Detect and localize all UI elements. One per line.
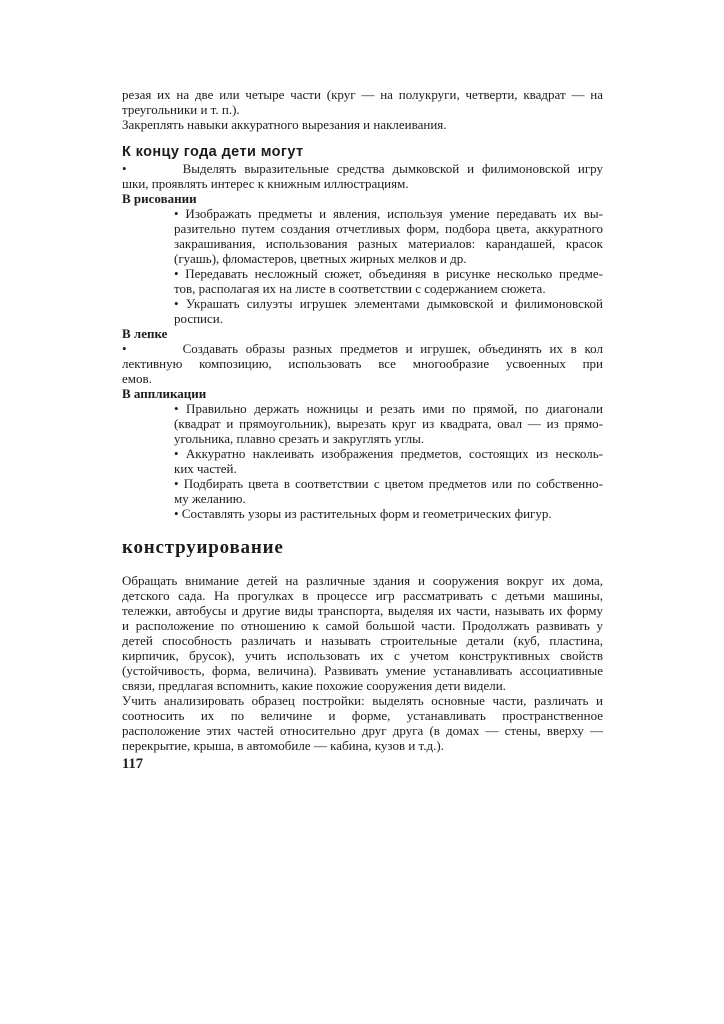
- text-line: угольника, плавно срезать и закруглять углы.: [174, 431, 425, 446]
- text-line: • Выделять выразительные средства дымковской и филимоновской игру: [122, 161, 603, 176]
- subheading-applique: В аппликации: [122, 386, 207, 401]
- text-line: связи, предлагая вспомнить, какие похожие сооружения дети видели.: [122, 678, 506, 693]
- text-line: • Аккуратно наклеивать изображения предметов, состоящих из несколь-: [174, 446, 603, 461]
- text-line: Учить анализировать образец постройки: выделять основные части, различать и: [122, 693, 603, 708]
- text-line: Закреплять навыки аккуратного вырезания и наклеивания.: [122, 117, 447, 132]
- text-line: шки, проявлять интерес к книжным иллюстрациям.: [122, 176, 409, 191]
- paragraph-construction-2: [122, 693, 603, 753]
- text-line: и расположение по отношению к самой большой части. Продолжать развивать у: [122, 618, 603, 633]
- page-number: 117: [122, 756, 143, 772]
- text-line: • Украшать силуэты игрушек элементами дымковской и филимоновской: [174, 296, 603, 311]
- bullet-list-applique: [174, 401, 603, 521]
- text-line: • Правильно держать ножницы и резать ими по прямой, по диагонали: [174, 401, 603, 416]
- text-line: треугольники и т. п.).: [122, 102, 240, 117]
- text-line: расположение этих частей относительно друг друга (в домах — стены, вверху —: [122, 723, 603, 738]
- subheading-drawing: В рисовании: [122, 191, 197, 206]
- subheading-modeling: В лепке: [122, 326, 168, 341]
- text-line: • Передавать несложный сюжет, объединяя в рисунке несколько предме-: [174, 266, 603, 281]
- text-line: соотносить их по величине и форме, устанавливать пространственное: [122, 708, 603, 723]
- paragraph-skills: [122, 117, 603, 132]
- paragraph-continued: [122, 87, 603, 117]
- text-line: (устойчивость, форма, величина). Развивать умение устанавливать ассоциативные: [122, 663, 603, 678]
- text-line: (квадрат и прямоугольник), вырезать круг из квадрата, овал — из прямо-: [174, 416, 603, 431]
- text-line: кирпичик, брусок), учить использовать их с учетом конструктивных свойств: [122, 648, 603, 663]
- text-line: • Подбирать цвета в соответствии с цветом предметов или по собственно-: [174, 476, 603, 491]
- text-line: детей способность различать и называть строительные детали (куб, пластина,: [122, 633, 603, 648]
- text-line: • Создавать образы разных предметов и игрушек, объединять их в кол: [122, 341, 603, 356]
- bullet-list-modeling: [122, 341, 603, 386]
- text-line: детского сада. На прогулках в процессе игр рассматривать с детьми машины,: [122, 588, 603, 603]
- text-line: перекрытие, крыша, в автомобиле — кабина, кузов и т.д.).: [122, 738, 444, 753]
- text-line: тележки, автобусы и другие виды транспорта, выделяя их части, называть их форму: [122, 603, 603, 618]
- section-heading-year-results: К концу года дети могут: [122, 144, 304, 160]
- bullet-lead: [122, 161, 603, 191]
- text-line: закрашивания, использования разных материалов: карандашей, красок: [174, 236, 603, 251]
- text-line: разительно путем создания отчетливых форм, подбора цвета, аккуратного: [174, 221, 603, 236]
- bullet-list-drawing: [174, 206, 603, 326]
- text-line: му желанию.: [174, 491, 246, 506]
- text-line: росписи.: [174, 311, 223, 326]
- paragraph-construction-1: [122, 573, 603, 693]
- text-line: емов.: [122, 371, 152, 386]
- text-line: ких частей.: [174, 461, 237, 476]
- text-line: лективную композицию, использовать все многообразие усвоенных при: [122, 356, 603, 371]
- text-line: тов, располагая их на листе в соответствии с содержанием сюжета.: [174, 281, 546, 296]
- text-line: • Изображать предметы и явления, используя умение передавать их вы-: [174, 206, 603, 221]
- text-line: Обращать внимание детей на различные здания и сооружения вокруг их дома,: [122, 573, 603, 588]
- text-line: (гуашь), фломастеров, цветных жирных мелков и др.: [174, 251, 467, 266]
- text-line: • Составлять узоры из растительных форм и геометрических фигур.: [174, 506, 552, 521]
- section-heading-construction: конструирование: [122, 537, 284, 558]
- text-line: резая их на две или четыре части (круг — на полукруги, четверти, квадрат — на: [122, 87, 603, 102]
